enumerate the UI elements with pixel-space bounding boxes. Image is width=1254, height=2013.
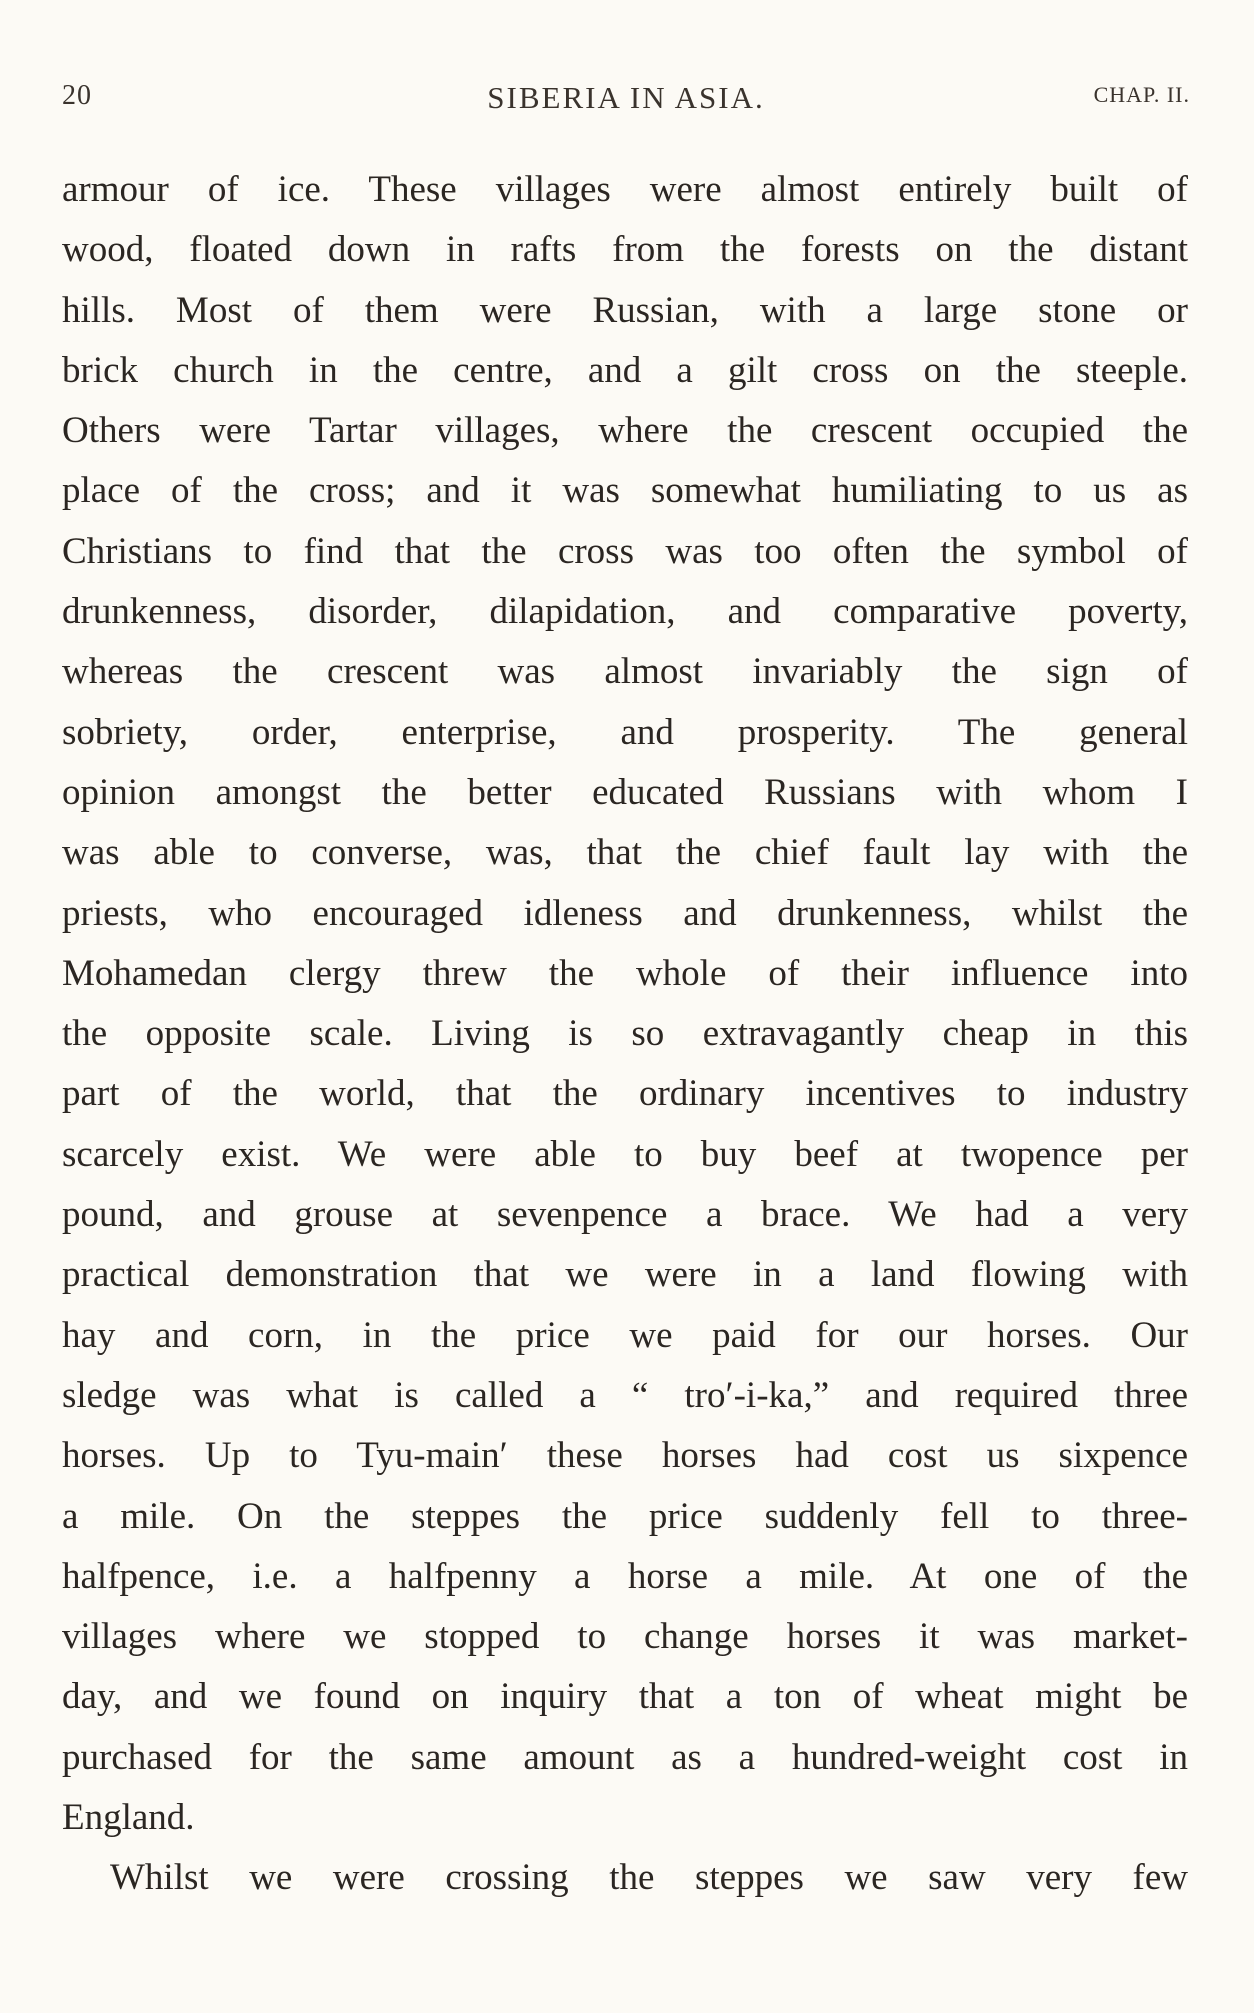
text-line: whereas the crescent was almost invariably the sign of <box>62 651 1188 693</box>
text-line: armour of ice. These villages were almost entirely built of <box>62 169 1188 210</box>
paragraph <box>62 160 1188 1848</box>
text-line: halfpence, i.e. a halfpenny a horse a mile. At one of the <box>62 1555 1188 1597</box>
text-line: scarcely exist. We were able to buy beef at twopence per <box>62 1133 1188 1175</box>
text-line: drunkenness, disorder, dilapidation, and comparative poverty, <box>62 591 1188 633</box>
running-head <box>62 80 1190 124</box>
chapter-reference: CHAP. II. <box>1093 82 1190 107</box>
text-line: day, and we found on inquiry that a ton of wheat might be <box>62 1676 1188 1718</box>
text-line: priests, who encouraged idleness and drunkenness, whilst the <box>62 892 1188 934</box>
text-line: part of the world, that the ordinary incentives to industry <box>62 1073 1188 1115</box>
text-line: sobriety, order, enterprise, and prosperity. The general <box>62 711 1188 753</box>
text-line: practical demonstration that we were in a land flowing with <box>62 1254 1188 1296</box>
text-line: purchased for the same amount as a hundred-weight cost in <box>62 1736 1188 1778</box>
text-line: a mile. On the steppes the price suddenly fell to three- <box>62 1495 1188 1537</box>
text-line: villages where we stopped to change horses it was market- <box>62 1616 1188 1658</box>
text-line: Mohamedan clergy threw the whole of their influence into <box>62 952 1188 994</box>
text-line: wood, floated down in rafts from the forests on the distant <box>62 229 1188 271</box>
page-number: 20 <box>62 80 92 111</box>
text-line: horses. Up to Tyu-main′ these horses had cost us sixpence <box>62 1435 1188 1477</box>
text-line: hay and corn, in the price we paid for our horses. Our <box>62 1314 1188 1356</box>
text-line: Others were Tartar villages, where the crescent occupied the <box>62 410 1188 452</box>
text-line: Christians to find that the cross was too often the symbol of <box>62 530 1188 572</box>
text-line: sledge was what is called a “ tro′-i-ka,” and required three <box>62 1374 1188 1416</box>
text-line: hills. Most of them were Russian, with a large stone or <box>62 289 1188 331</box>
text-line: place of the cross; and it was somewhat humiliating to us as <box>62 470 1188 512</box>
body-text <box>62 160 1188 1909</box>
text-line: opinion amongst the better educated Russians with whom I <box>62 771 1188 813</box>
text-line: pound, and grouse at sevenpence a brace. We had a very <box>62 1194 1188 1236</box>
text-line: was able to converse, was, that the chief fault lay with the <box>62 832 1188 874</box>
paragraph <box>62 1848 1188 1908</box>
text-line: England. <box>62 1797 195 1839</box>
text-line: brick church in the centre, and a gilt cross on the steeple. <box>62 349 1188 391</box>
text-line: the opposite scale. Living is so extravagantly cheap in this <box>62 1013 1188 1055</box>
text-line: Whilst we were crossing the steppes we saw very few <box>110 1857 1188 1899</box>
running-title: SIBERIA IN ASIA. <box>487 80 765 115</box>
